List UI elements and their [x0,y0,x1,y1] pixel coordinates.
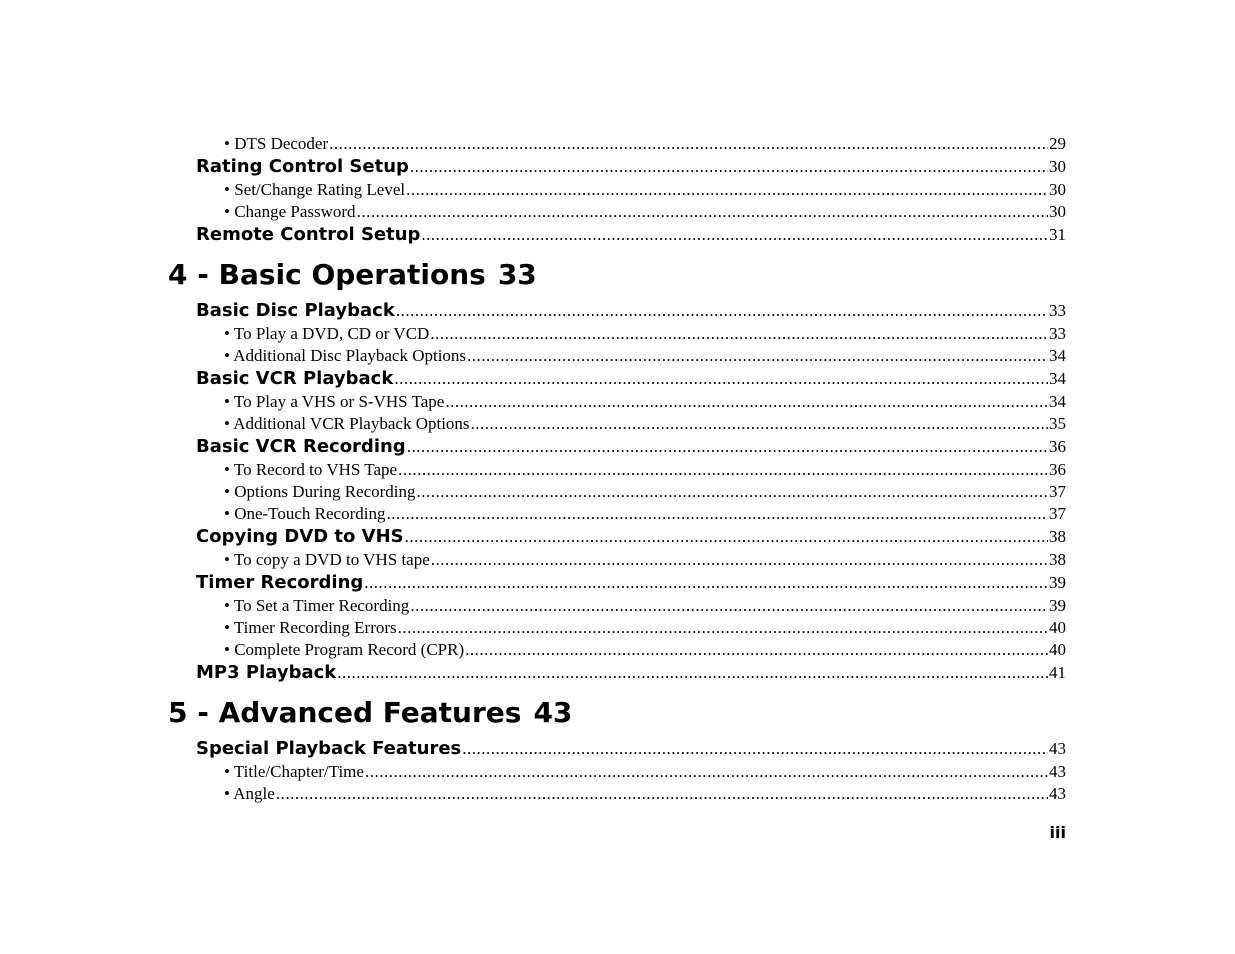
toc-entry-label: • Additional Disc Playback Options [224,346,467,365]
toc-entry-page: 33 [1049,324,1066,343]
toc-entry-page: 33 [1049,301,1066,320]
dot-leader [398,459,1048,481]
toc-entry-page: 40 [1049,618,1066,637]
toc-section-entry [168,367,1066,391]
toc-entry-page: 31 [1049,225,1066,244]
chapter-heading [168,689,1066,737]
dot-leader [410,595,1048,617]
dot-leader [407,435,1048,459]
chapter-title: 5 - Advanced Features [168,696,522,729]
toc-subentry [168,639,1066,661]
toc-subentry [168,459,1066,481]
toc-entry-page: 29 [1049,134,1066,153]
toc-entry-label: • Angle [224,784,275,803]
toc-entry-label: Rating Control Setup [196,156,409,177]
toc-entry-page: 43 [1049,762,1066,781]
toc-entry-page: 30 [1049,202,1066,221]
dot-leader [357,201,1048,223]
dot-leader [406,179,1048,201]
toc-subentry [168,761,1066,783]
toc-entry-page: 30 [1049,157,1066,176]
toc-entry-label: • To Play a VHS or S-VHS Tape [224,392,445,411]
toc-entry-label: • Set/Change Rating Level [224,180,406,199]
chapter-page: 33 [497,258,537,291]
dot-leader [410,155,1048,179]
toc-entry-label: • To Play a DVD, CD or VCD [224,324,430,343]
toc-entry-label: • Title/Chapter/Time [224,762,364,781]
toc-subentry [168,201,1066,223]
toc-entry-page: 43 [1049,784,1066,803]
toc-subentry [168,133,1066,155]
toc-entry-label: • One-Touch Recording [224,504,386,523]
toc-entry-page: 43 [1049,739,1066,758]
toc-entry-label: • Complete Program Record (CPR) [224,640,465,659]
chapter-title: 4 - Basic Operations [168,258,486,291]
toc-subentry [168,549,1066,571]
toc-entry-label: • Timer Recording Errors [224,618,397,637]
toc-entry-label: • To copy a DVD to VHS tape [224,550,430,569]
dot-leader [445,391,1048,413]
toc-subentry [168,783,1066,805]
toc-subentry [168,503,1066,525]
chapter-heading [168,251,1066,299]
toc-entry-label: • Change Password [224,202,356,221]
dot-leader [465,639,1048,661]
dot-leader [394,367,1048,391]
toc-entry-page: 39 [1049,573,1066,592]
toc-section-entry [168,661,1066,685]
toc-entry-page: 38 [1049,527,1066,546]
toc-subentry [168,391,1066,413]
dot-leader [387,503,1049,525]
toc-subentry [168,323,1066,345]
toc-entry-label: • Additional VCR Playback Options [224,414,470,433]
toc-entry-page: 37 [1049,482,1066,501]
chapter-page: 43 [533,696,573,729]
toc-entry-page: 34 [1049,369,1066,388]
dot-leader [337,661,1048,685]
toc-subentry [168,481,1066,503]
toc-entry-page: 30 [1049,180,1066,199]
toc-subentry [168,345,1066,367]
toc-entry-label: • DTS Decoder [224,134,329,153]
toc-entry-page: 34 [1049,392,1066,411]
dot-leader [398,617,1048,639]
toc-entry-label: Basic VCR Playback [196,368,394,389]
toc-section-entry [168,435,1066,459]
toc-entry-label: MP3 Playback [196,662,337,683]
dot-leader [471,413,1048,435]
dot-leader [405,525,1048,549]
dot-leader [396,299,1048,323]
toc-entry-page: 37 [1049,504,1066,523]
table-of-contents [168,133,1066,805]
toc-section-entry [168,299,1066,323]
dot-leader [417,481,1048,503]
toc-entry-label: • To Record to VHS Tape [224,460,398,479]
toc-entry-page: 34 [1049,346,1066,365]
dot-leader [329,133,1048,155]
toc-subentry [168,413,1066,435]
toc-entry-page: 40 [1049,640,1066,659]
toc-entry-label: Timer Recording [196,572,364,593]
dot-leader [276,783,1048,805]
toc-section-entry [168,737,1066,761]
toc-section-entry [168,571,1066,595]
dot-leader [431,549,1048,571]
toc-entry-label: Basic Disc Playback [196,300,395,321]
toc-entry-page: 39 [1049,596,1066,615]
toc-entry-page: 36 [1049,460,1066,479]
dot-leader [467,345,1048,367]
toc-entry-page: 36 [1049,437,1066,456]
dot-leader [364,571,1048,595]
page-number: iii [1049,823,1066,842]
toc-subentry [168,595,1066,617]
toc-entry-label: Remote Control Setup [196,224,421,245]
toc-subentry [168,617,1066,639]
dot-leader [430,323,1048,345]
toc-section-entry [168,155,1066,179]
toc-entry-label: • Options During Recording [224,482,416,501]
toc-section-entry [168,525,1066,549]
toc-entry-label: Special Playback Features [196,738,462,759]
toc-entry-page: 38 [1049,550,1066,569]
dot-leader [365,761,1048,783]
toc-subentry [168,179,1066,201]
toc-section-entry [168,223,1066,247]
toc-entry-label: Basic VCR Recording [196,436,406,457]
toc-entry-page: 35 [1049,414,1066,433]
dot-leader [421,223,1048,247]
toc-entry-label: • To Set a Timer Recording [224,596,410,615]
toc-entry-page: 41 [1049,663,1066,682]
toc-entry-label: Copying DVD to VHS [196,526,404,547]
dot-leader [462,737,1048,761]
